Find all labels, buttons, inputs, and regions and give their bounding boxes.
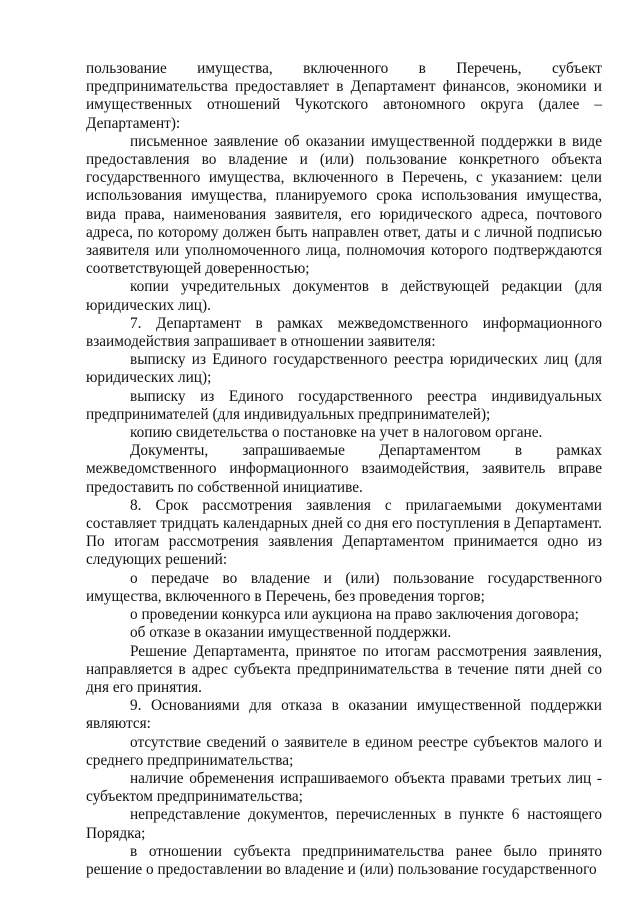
paragraph-missing-documents: непредставление документов, перечисленных в пункте 6 настоящего Порядка; <box>86 806 602 842</box>
paragraph-tax-certificate: копию свидетельства о постановке на учет в налоговом органе. <box>130 424 543 442</box>
document-page <box>86 60 602 879</box>
paragraph-item-9: 9. Основаниями для отказа в оказании имущественной поддержки являются: <box>86 697 602 733</box>
paragraph-decision-notification: Решение Департамента, принятое по итогам рассмотрения заявления, направляется в адрес субъекта предпринимательства в течение пяти дней со дня его принятия. <box>86 642 602 696</box>
paragraph-item-7: 7. Департамент в рамках межведомственного информационного взаимодействия запрашивает в отношении заявителя: <box>86 314 602 351</box>
paragraph-decision-tender: о проведении конкурса или аукциона на право заключения договора; <box>130 606 579 624</box>
paragraph-no-registry-info: отсутствие сведений о заявителе в едином реестре субъектов малого и среднего предпринимательства; <box>86 733 602 769</box>
paragraph-item-8: 8. Срок рассмотрения заявления с прилагаемыми документами составляет тридцать календарных дней со дня его поступления в Департамент. По итогам рассмотрения заявления Департаментом принимается одно из следующих решений: <box>86 496 602 569</box>
paragraph-decision-transfer: о передаче во владение и (или) пользование государственного имущества, включенного в Перечень, без проведения торгов; <box>86 569 602 605</box>
paragraph-founding-documents: копии учредительных документов в действующей редакции (для юридических лиц). <box>86 278 602 314</box>
paragraph-encumbrance: наличие обременения испрашиваемого объекта правами третьих лиц - субъектом предпринимательства; <box>86 769 602 806</box>
paragraph-egrul-extract: выписку из Единого государственного реестра юридических лиц (для юридических лиц); <box>86 351 602 387</box>
paragraph-egrip-extract: выписку из Единого государственного реестра индивидуальных предпринимателей (для индивидуальных предпринимателей); <box>86 387 602 423</box>
paragraph-prior-decision: в отношении субъекта предпринимательства ранее было принято решение о предоставлении во владение и (или) пользование государственного <box>86 842 602 878</box>
paragraph-intro-continuation: пользование имущества, включенного в Перечень, субъект предпринимательства предоставляет в Департамент финансов, экономики и имущественных отношений Чукотского автономного округа (далее – Департамент): <box>86 60 602 132</box>
paragraph-own-initiative: Документы, запрашиваемые Департаментом в рамках межведомственного информационного взаимодействия, заявитель вправе предоставить по собственной инициативе. <box>86 442 602 496</box>
paragraph-decision-refusal: об отказе в оказании имущественной поддержки. <box>130 624 452 642</box>
paragraph-written-application: письменное заявление об оказании имущественной поддержки в виде предоставления во владение и (или) пользование конкретного объекта государственного имущества, включенного в Перечень, с указанием: цели использования имущества, планируемого срока использования имущества, вида права, наименования заявителя, его юридического адреса, почтового адреса, по которому должен быть направлен ответ, даты и с личной подписью заявителя или уполномоченного лица, полномочия которого подтверждаются соответствующей доверенностью; <box>86 132 602 278</box>
